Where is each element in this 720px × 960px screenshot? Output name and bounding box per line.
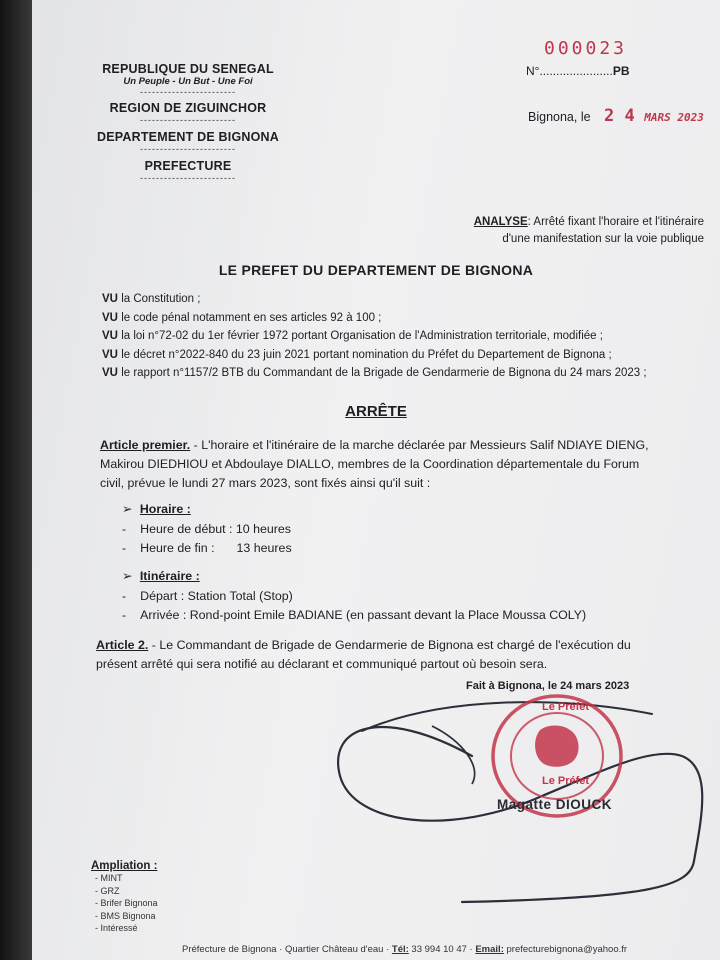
prefecture-label: PREFECTURE [144,159,232,173]
footer-mail: prefecturebignona@yahoo.fr [503,944,628,955]
footer-address: Préfecture de Bignona · Quartier Château d'eau · [182,944,392,955]
arrete-title: ARRÊTE [345,403,407,420]
ampliation-title: Ampliation : [91,860,158,872]
ampliation-item: - BMS Bignona [95,910,156,921]
dots-divider: ------------------------ [140,173,236,183]
arrow-bullet-icon: ➢ [122,569,133,583]
dash-bullet: - [122,541,127,555]
reference-suffix: PB [612,64,630,78]
article-1-line-3: civil, prévue le lundi 27 mars 2023, sont fixés ainsi qu'il suit : [100,476,431,490]
ampliation-item: - GRZ [95,885,120,896]
date-stamp-day: 2 4 [604,106,635,126]
horaire-start: Heure de début : 10 heures [140,521,292,536]
analyse-label: ANALYSE [473,216,528,228]
ampliation-item: - Intéressé [95,923,138,933]
header-left [88,62,288,183]
footer-mail-label: Email: [475,944,504,955]
arrow-bullet-icon: ➢ [122,502,133,516]
vu-list [102,290,647,383]
footer-contact [182,944,627,955]
dots-divider: ------------------------ [140,115,236,125]
reference-line [526,64,630,78]
ampliation-block [91,860,158,935]
vu-item: VU le décret n°2022-840 du 23 juin 2021 portant nomination du Préfet du Departement de Bignona ; [102,348,612,361]
dash-bullet: - [122,588,127,603]
horaire-section [122,500,292,559]
article-1 [100,436,714,493]
horaire-end-value: 13 heures [236,541,292,555]
itineraire-arrivee: Arrivée : Rond-point Emile BADIANE (en passant devant la Place Moussa COLY) [140,608,587,622]
vu-item: VU le code pénal notamment en ses articles 92 à 100 ; [102,311,382,324]
place-date-label: Bignona, le [528,110,591,124]
reference-dots: ...................... [539,64,613,78]
ampliation-item: - MINT [95,873,123,883]
horaire-end-label: Heure de fin : [140,541,215,555]
itineraire-title: Itinéraire : [139,569,200,583]
document-title: LE PREFET DU DEPARTEMENT DE BIGNONA [218,262,534,278]
article-1-line-2: Makirou DIEDHIOU et Abdoulaye DIALLO, membres de la Coordination départementale du Forum [100,457,640,471]
reference-prefix: N° [526,64,540,78]
article-1-line-1: - L'horaire et l'itinéraire de la marche déclarée par Messieurs Salif NDIAYE DIENG, [190,438,649,452]
ampliation-item: - Brifer Bignona [95,898,158,908]
date-stamp-month-year: MARS 2023 [644,111,704,124]
article-2-line-2: présent arrêté qui sera notifié au déclarant et communiqué partout où besoin sera. [96,657,548,671]
seal-top-text: Le Préfet [542,701,590,713]
horaire-title: Horaire : [139,502,191,516]
vu-item: VU la loi n°72-02 du 1er février 1972 portant Organisation de l'Administration territoriale, modifiée ; [102,330,603,342]
fait-a-line: Fait à Bignona, le 24 mars 2023 [466,680,630,692]
republic-label: REPUBLIQUE DU SENEGAL [102,62,274,76]
photo-dark-edge [0,0,32,960]
vu-item: VU la Constitution ; [102,293,201,305]
department-label: DEPARTEMENT DE BIGNONA [97,130,279,144]
signatory-name: Magatte DIOUCK [497,797,613,812]
document-number: 000023 [544,38,628,59]
seal-center-text: Le Préfet [542,775,590,787]
analyse-block [424,214,704,248]
analyse-line-1: : Arrêté fixant l'horaire et l'itinéraire [527,216,704,228]
place-date-line [528,106,704,126]
dash-bullet: - [122,608,127,622]
document-page [32,0,720,960]
article-2-label: Article 2. [96,638,149,652]
dots-divider: ------------------------ [140,144,236,154]
vu-item: VU le rapport n°1157/2 BTB du Commandant de la Brigade de Gendarmerie de Bignona du 24 mars 2023 ; [102,367,647,379]
footer-tel-label: Tél: [391,944,409,955]
article-2-line-1: - Le Commandant de Brigade de Gendarmerie de Bignona est chargé de l'exécution du [148,638,631,652]
analyse-line-2: d'une manifestation sur la voie publique [502,233,704,245]
motto-label: Un Peuple - Un But - Une Foi [123,76,253,87]
footer-tel: 33 994 10 47 · [408,944,476,955]
dash-bullet: - [122,521,127,536]
article-1-label: Article premier. [100,438,191,452]
article-2 [96,636,716,674]
dots-divider: ------------------------ [140,87,236,97]
itineraire-section [122,567,586,626]
region-label: REGION DE ZIGUINCHOR [109,101,267,115]
itineraire-depart: Départ : Station Total (Stop) [140,588,293,603]
